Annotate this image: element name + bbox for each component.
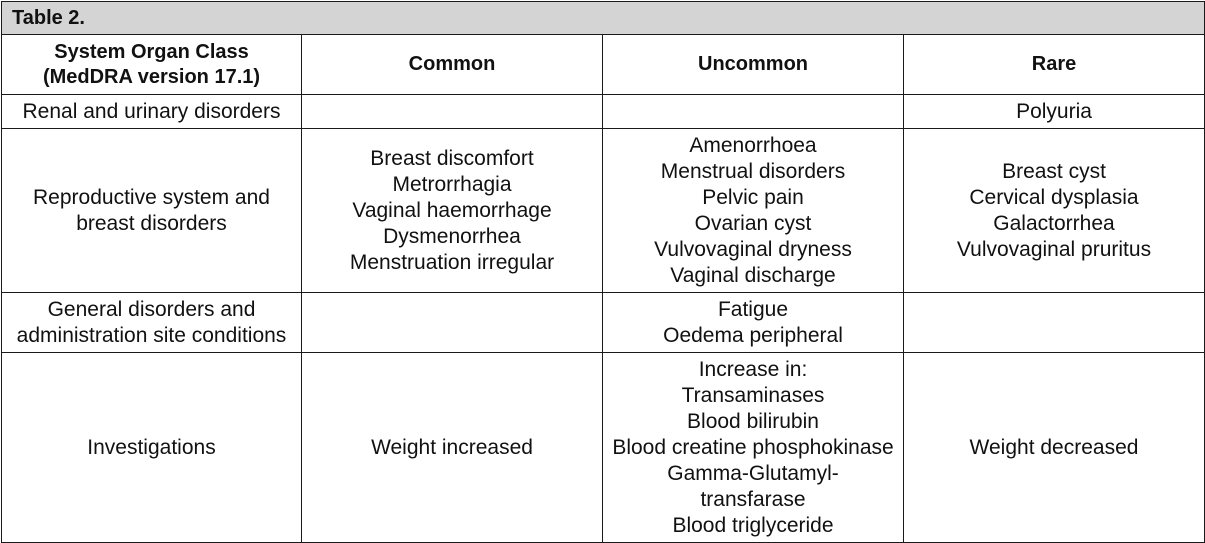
rare-cell: [904, 353, 1205, 543]
header-rare: Rare: [904, 35, 1205, 95]
common-line: Weight increased: [371, 435, 533, 459]
soc-line: breast disorders: [76, 211, 227, 235]
uncommon-line: Fatigue: [717, 297, 789, 321]
rare-line: Vulvovaginal pruritus: [956, 237, 1152, 261]
uncommon-cell: [603, 293, 904, 353]
rare-line: Breast cyst: [1002, 159, 1106, 183]
header-common: Common: [302, 35, 603, 95]
header-soc-line: System Organ Class: [54, 40, 249, 63]
common-cell: [302, 95, 603, 129]
common-line: Vaginal haemorrhage: [352, 198, 552, 222]
common-line: Menstruation irregular: [349, 250, 555, 274]
adverse-reactions-table: [1, 1, 1205, 543]
soc-line: administration site conditions: [16, 323, 287, 347]
rare-line: Galactorrhea: [993, 211, 1115, 235]
common-cell: [302, 129, 603, 293]
uncommon-line: transfarase: [700, 487, 806, 511]
rare-cell: [904, 129, 1205, 293]
uncommon-line: Vaginal discharge: [670, 263, 836, 287]
uncommon-line: Gamma-Glutamyl-: [667, 461, 839, 485]
uncommon-line: Amenorrhoea: [689, 133, 817, 157]
table-title-row: [2, 2, 1205, 35]
soc-cell: [2, 129, 302, 293]
header-uncommon: Uncommon: [603, 35, 904, 95]
uncommon-line: Transaminases: [681, 383, 825, 407]
header-system-organ-class: [2, 35, 302, 95]
common-line: Dysmenorrhea: [383, 224, 521, 248]
rare-cell: [904, 95, 1205, 129]
uncommon-cell: [603, 353, 904, 543]
soc-cell: [2, 95, 302, 129]
soc-cell: [2, 353, 302, 543]
rare-line: Cervical dysplasia: [969, 185, 1139, 209]
header-soc-line: (MedDRA version 17.1): [42, 65, 261, 88]
soc-line: General disorders and: [47, 297, 256, 321]
common-line: Metrorrhagia: [392, 172, 512, 196]
common-cell: [302, 293, 603, 353]
uncommon-line: Blood creatine phosphokinase: [612, 435, 894, 459]
common-line: Breast discomfort: [370, 146, 534, 170]
table-caption: Table 2.: [2, 2, 1205, 35]
rare-cell: [904, 293, 1205, 353]
uncommon-line: Vulvovaginal dryness: [654, 237, 852, 261]
soc-line: Renal and urinary disorders: [22, 99, 281, 123]
table-row: [2, 353, 1205, 543]
uncommon-line: Pelvic pain: [702, 185, 804, 209]
table-row: [2, 129, 1205, 293]
soc-line: Investigations: [87, 435, 216, 459]
uncommon-line: Blood triglyceride: [672, 513, 834, 537]
rare-line: Weight decreased: [969, 435, 1139, 459]
table-header-row: [2, 35, 1205, 95]
uncommon-cell: [603, 95, 904, 129]
uncommon-line: Oedema peripheral: [663, 323, 843, 347]
uncommon-line: Blood bilirubin: [687, 409, 819, 433]
soc-line: Reproductive system and: [33, 185, 270, 209]
uncommon-cell: [603, 129, 904, 293]
common-cell: [302, 353, 603, 543]
rare-line: Polyuria: [1016, 99, 1092, 123]
uncommon-line: Ovarian cyst: [694, 211, 812, 235]
soc-cell: [2, 293, 302, 353]
uncommon-line: Menstrual disorders: [660, 159, 846, 183]
table-row: [2, 293, 1205, 353]
table-row: [2, 95, 1205, 129]
uncommon-line: Increase in:: [698, 357, 808, 381]
